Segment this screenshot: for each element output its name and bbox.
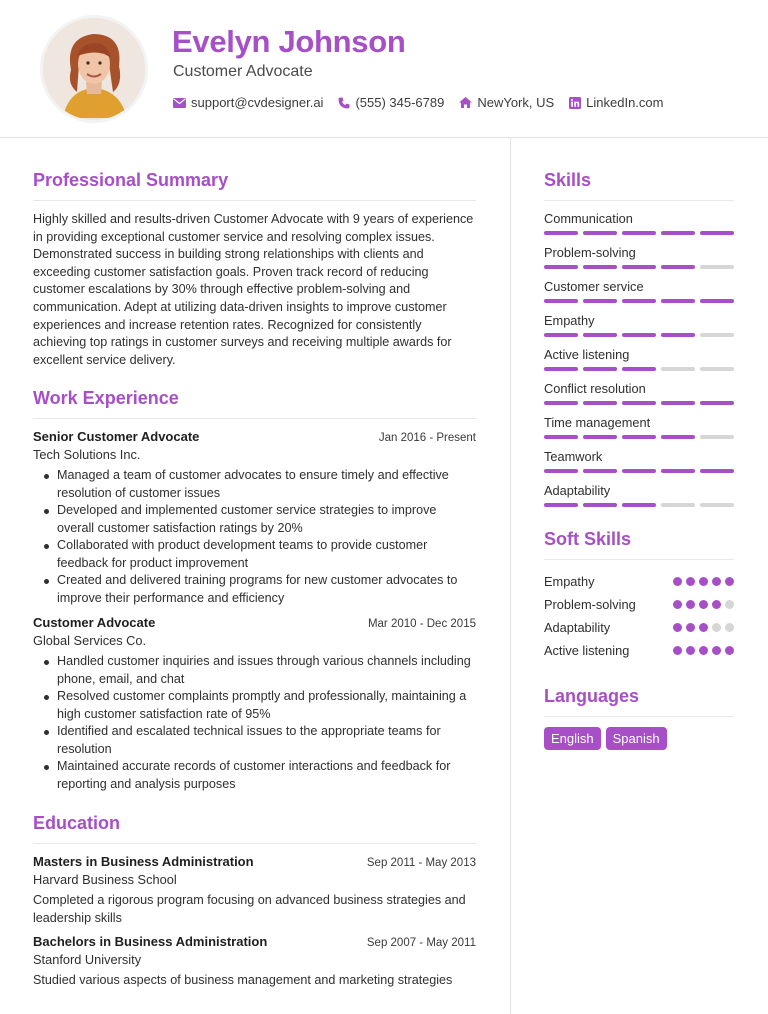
rating-dot (686, 646, 695, 655)
job-entry (33, 615, 476, 793)
skill-level-segment (544, 401, 578, 405)
rating-dot (712, 646, 721, 655)
avatar (43, 18, 145, 120)
job-title: Senior Customer Advocate (33, 429, 200, 445)
school-name: Harvard Business School (33, 872, 177, 888)
contact-location (459, 95, 554, 110)
contact-email[interactable] (173, 95, 323, 110)
skill-level-segment (583, 265, 617, 269)
job-bullets (33, 467, 476, 607)
skill-level-bar (544, 401, 734, 405)
soft-skill-name: Adaptability (544, 620, 611, 635)
soft-skill-item (544, 616, 734, 639)
rating-dot (699, 577, 708, 586)
contact-linkedin-text: LinkedIn.com (586, 95, 664, 110)
languages-section (544, 686, 734, 750)
skill-level-bar (544, 231, 734, 235)
skill-level-segment (700, 231, 734, 235)
education-date: Sep 2007 - May 2011 (366, 936, 476, 949)
job-bullet: Managed a team of customer advocates to ensure timely and effective resolution of customer issues (33, 467, 476, 502)
rating-dot (712, 623, 721, 632)
job-bullet: Resolved customer complaints promptly and professionally, maintaining a high customer satisfaction rate of 95% (33, 688, 476, 723)
skill-level-segment (622, 299, 656, 303)
experience-heading: Work Experience (33, 388, 476, 419)
rating-dot (712, 600, 721, 609)
skill-level-segment (622, 367, 656, 371)
skill-level-segment (700, 469, 734, 473)
skill-name: Teamwork (544, 449, 603, 464)
rating-dot (725, 600, 734, 609)
skill-level-segment (583, 435, 617, 439)
skill-level-segment (583, 401, 617, 405)
summary-heading: Professional Summary (33, 170, 476, 201)
skill-level-segment (544, 299, 578, 303)
skill-level-segment (622, 469, 656, 473)
soft-skill-name: Problem-solving (544, 597, 636, 612)
education-heading: Education (33, 813, 476, 844)
rating-dot (686, 623, 695, 632)
skill-item (544, 483, 734, 507)
skill-level-segment (661, 401, 695, 405)
soft-skill-item (544, 593, 734, 616)
rating-dot (699, 623, 708, 632)
skill-item (544, 347, 734, 371)
rating-dot (686, 577, 695, 586)
skill-name: Active listening (544, 347, 630, 362)
skill-level-segment (622, 265, 656, 269)
skill-level-bar (544, 333, 734, 337)
skill-level-bar (544, 299, 734, 303)
degree-title: Bachelors in Business Administration (33, 933, 268, 949)
skill-level-segment (583, 231, 617, 235)
rating-dot (725, 577, 734, 586)
skill-level-bar (544, 367, 734, 371)
soft-skills-list (544, 570, 734, 662)
job-bullet: Handled customer inquiries and issues through various channels including phone, email, and chat (33, 653, 476, 688)
job-date: Jan 2016 - Present (378, 432, 476, 445)
skill-level-segment (622, 231, 656, 235)
languages-heading: Languages (544, 686, 734, 717)
skill-level-segment (583, 367, 617, 371)
skill-level-segment (661, 435, 695, 439)
skill-level-segment (661, 503, 695, 507)
resume-header (0, 0, 768, 138)
skill-name: Time management (544, 415, 651, 430)
skill-level-segment (544, 265, 578, 269)
skill-level-segment (700, 265, 734, 269)
skill-level-segment (544, 231, 578, 235)
skill-level-bar (544, 469, 734, 473)
contact-location-text: NewYork, US (477, 95, 555, 110)
skill-level-segment (700, 333, 734, 337)
contact-email-text: support@cvdesigner.ai (191, 95, 324, 110)
skill-level-segment (583, 333, 617, 337)
skill-item (544, 313, 734, 337)
skill-level-segment (700, 299, 734, 303)
soft-skill-rating (669, 646, 734, 655)
education-entry (33, 854, 476, 927)
side-column (544, 170, 734, 750)
skill-level-segment (661, 265, 695, 269)
skill-level-segment (622, 435, 656, 439)
rating-dot (725, 646, 734, 655)
skill-level-bar (544, 503, 734, 507)
linkedin-icon (569, 97, 581, 109)
skill-item (544, 381, 734, 405)
skill-item (544, 245, 734, 269)
skill-name: Customer service (544, 279, 644, 294)
skill-level-segment (622, 503, 656, 507)
rating-dot (673, 623, 682, 632)
skill-level-segment (661, 469, 695, 473)
education-description: Completed a rigorous program focusing on advanced business strategies and leadership skills (33, 893, 466, 925)
home-icon (459, 97, 472, 108)
languages-list (544, 727, 734, 750)
experience-section (33, 388, 476, 793)
contact-linkedin[interactable] (569, 95, 663, 110)
skills-heading: Skills (544, 170, 734, 201)
soft-skill-name: Active listening (544, 643, 630, 658)
skill-level-segment (661, 367, 695, 371)
skill-level-segment (622, 401, 656, 405)
soft-skill-rating (669, 623, 734, 632)
skill-level-segment (661, 231, 695, 235)
skill-name: Problem-solving (544, 245, 636, 260)
skills-list (544, 211, 734, 507)
degree-title: Masters in Business Administration (33, 854, 254, 870)
job-title: Customer Advocate (33, 615, 156, 631)
skill-level-segment (544, 503, 578, 507)
skill-level-segment (544, 469, 578, 473)
skill-level-bar (544, 435, 734, 439)
soft-skill-item (544, 639, 734, 662)
education-section (33, 813, 476, 989)
education-entry (33, 934, 476, 990)
school-name: Stanford University (33, 951, 142, 967)
job-bullet: Identified and escalated technical issues to the appropriate teams for resolution (33, 723, 476, 758)
soft-skill-name: Empathy (544, 574, 595, 589)
skill-level-segment (700, 435, 734, 439)
job-bullet: Developed and implemented customer service strategies to improve overall customer satisfaction ratings by 20% (33, 502, 476, 537)
skill-name: Adaptability (544, 483, 611, 498)
column-divider (510, 138, 511, 1014)
skill-level-segment (544, 367, 578, 371)
summary-section (33, 170, 476, 369)
phone-icon (338, 97, 350, 109)
rating-dot (673, 646, 682, 655)
candidate-role: Customer Advocate (173, 63, 313, 80)
skill-level-segment (700, 367, 734, 371)
skill-item (544, 279, 734, 303)
profile-photo (43, 18, 145, 120)
summary-text: Highly skilled and results-driven Customer Advocate with 9 years of experience in providing exceptional customer service and resolving complex issues. Demonstrated success in building strong relationships with clients and exceeding customer satisfaction goals. Proven track record of reducing customer escalations by 30% through effective problem-solving and communication. Adept at utilizing data-driven insights to improve customer experiences and increase retention rates. Recognized for consistently achieving top ratings in customer surveys and receiving multiple awards for excellent service delivery. (33, 212, 474, 367)
envelope-icon (173, 98, 186, 108)
soft-skills-section (544, 529, 734, 662)
skill-level-segment (700, 503, 734, 507)
rating-dot (699, 646, 708, 655)
skill-item (544, 211, 734, 235)
job-bullet: Created and delivered training programs for new customer advocates to improve their performance and efficiency (33, 572, 476, 607)
skill-item (544, 449, 734, 473)
soft-skill-rating (669, 600, 734, 609)
education-date: Sep 2011 - May 2013 (366, 857, 476, 870)
job-bullet: Maintained accurate records of customer interactions and feedback for reporting and analysis purposes (33, 758, 476, 793)
skill-level-segment (583, 469, 617, 473)
skill-item (544, 415, 734, 439)
language-tag: English (544, 727, 601, 750)
skill-level-segment (583, 299, 617, 303)
skill-name: Empathy (544, 313, 595, 328)
job-bullets (33, 653, 476, 793)
skill-level-segment (544, 333, 578, 337)
job-company: Global Services Co. (33, 633, 147, 649)
soft-skills-heading: Soft Skills (544, 529, 734, 560)
skill-level-segment (544, 435, 578, 439)
rating-dot (686, 600, 695, 609)
skill-level-segment (622, 333, 656, 337)
skill-level-bar (544, 265, 734, 269)
rating-dot (673, 577, 682, 586)
education-description: Studied various aspects of business management and marketing strategies (33, 972, 453, 987)
skill-level-segment (661, 333, 695, 337)
contact-list (173, 95, 679, 110)
soft-skill-item (544, 570, 734, 593)
main-column (33, 170, 476, 995)
skill-level-segment (661, 299, 695, 303)
candidate-name: Evelyn Johnson (172, 24, 406, 59)
rating-dot (699, 600, 708, 609)
skill-level-segment (583, 503, 617, 507)
contact-phone[interactable] (338, 95, 444, 110)
rating-dot (673, 600, 682, 609)
job-bullet: Collaborated with product development teams to provide customer feedback for product improvement (33, 537, 476, 572)
language-tag: Spanish (606, 727, 667, 750)
rating-dot (725, 623, 734, 632)
rating-dot (712, 577, 721, 586)
skill-name: Communication (544, 211, 633, 226)
soft-skill-rating (669, 577, 734, 586)
skill-name: Conflict resolution (544, 381, 646, 396)
job-company: Tech Solutions Inc. (33, 447, 141, 463)
job-date: Mar 2010 - Dec 2015 (367, 618, 476, 631)
contact-phone-text: (555) 345-6789 (355, 95, 445, 110)
skills-section (544, 170, 734, 507)
skill-level-segment (700, 401, 734, 405)
job-entry (33, 429, 476, 607)
